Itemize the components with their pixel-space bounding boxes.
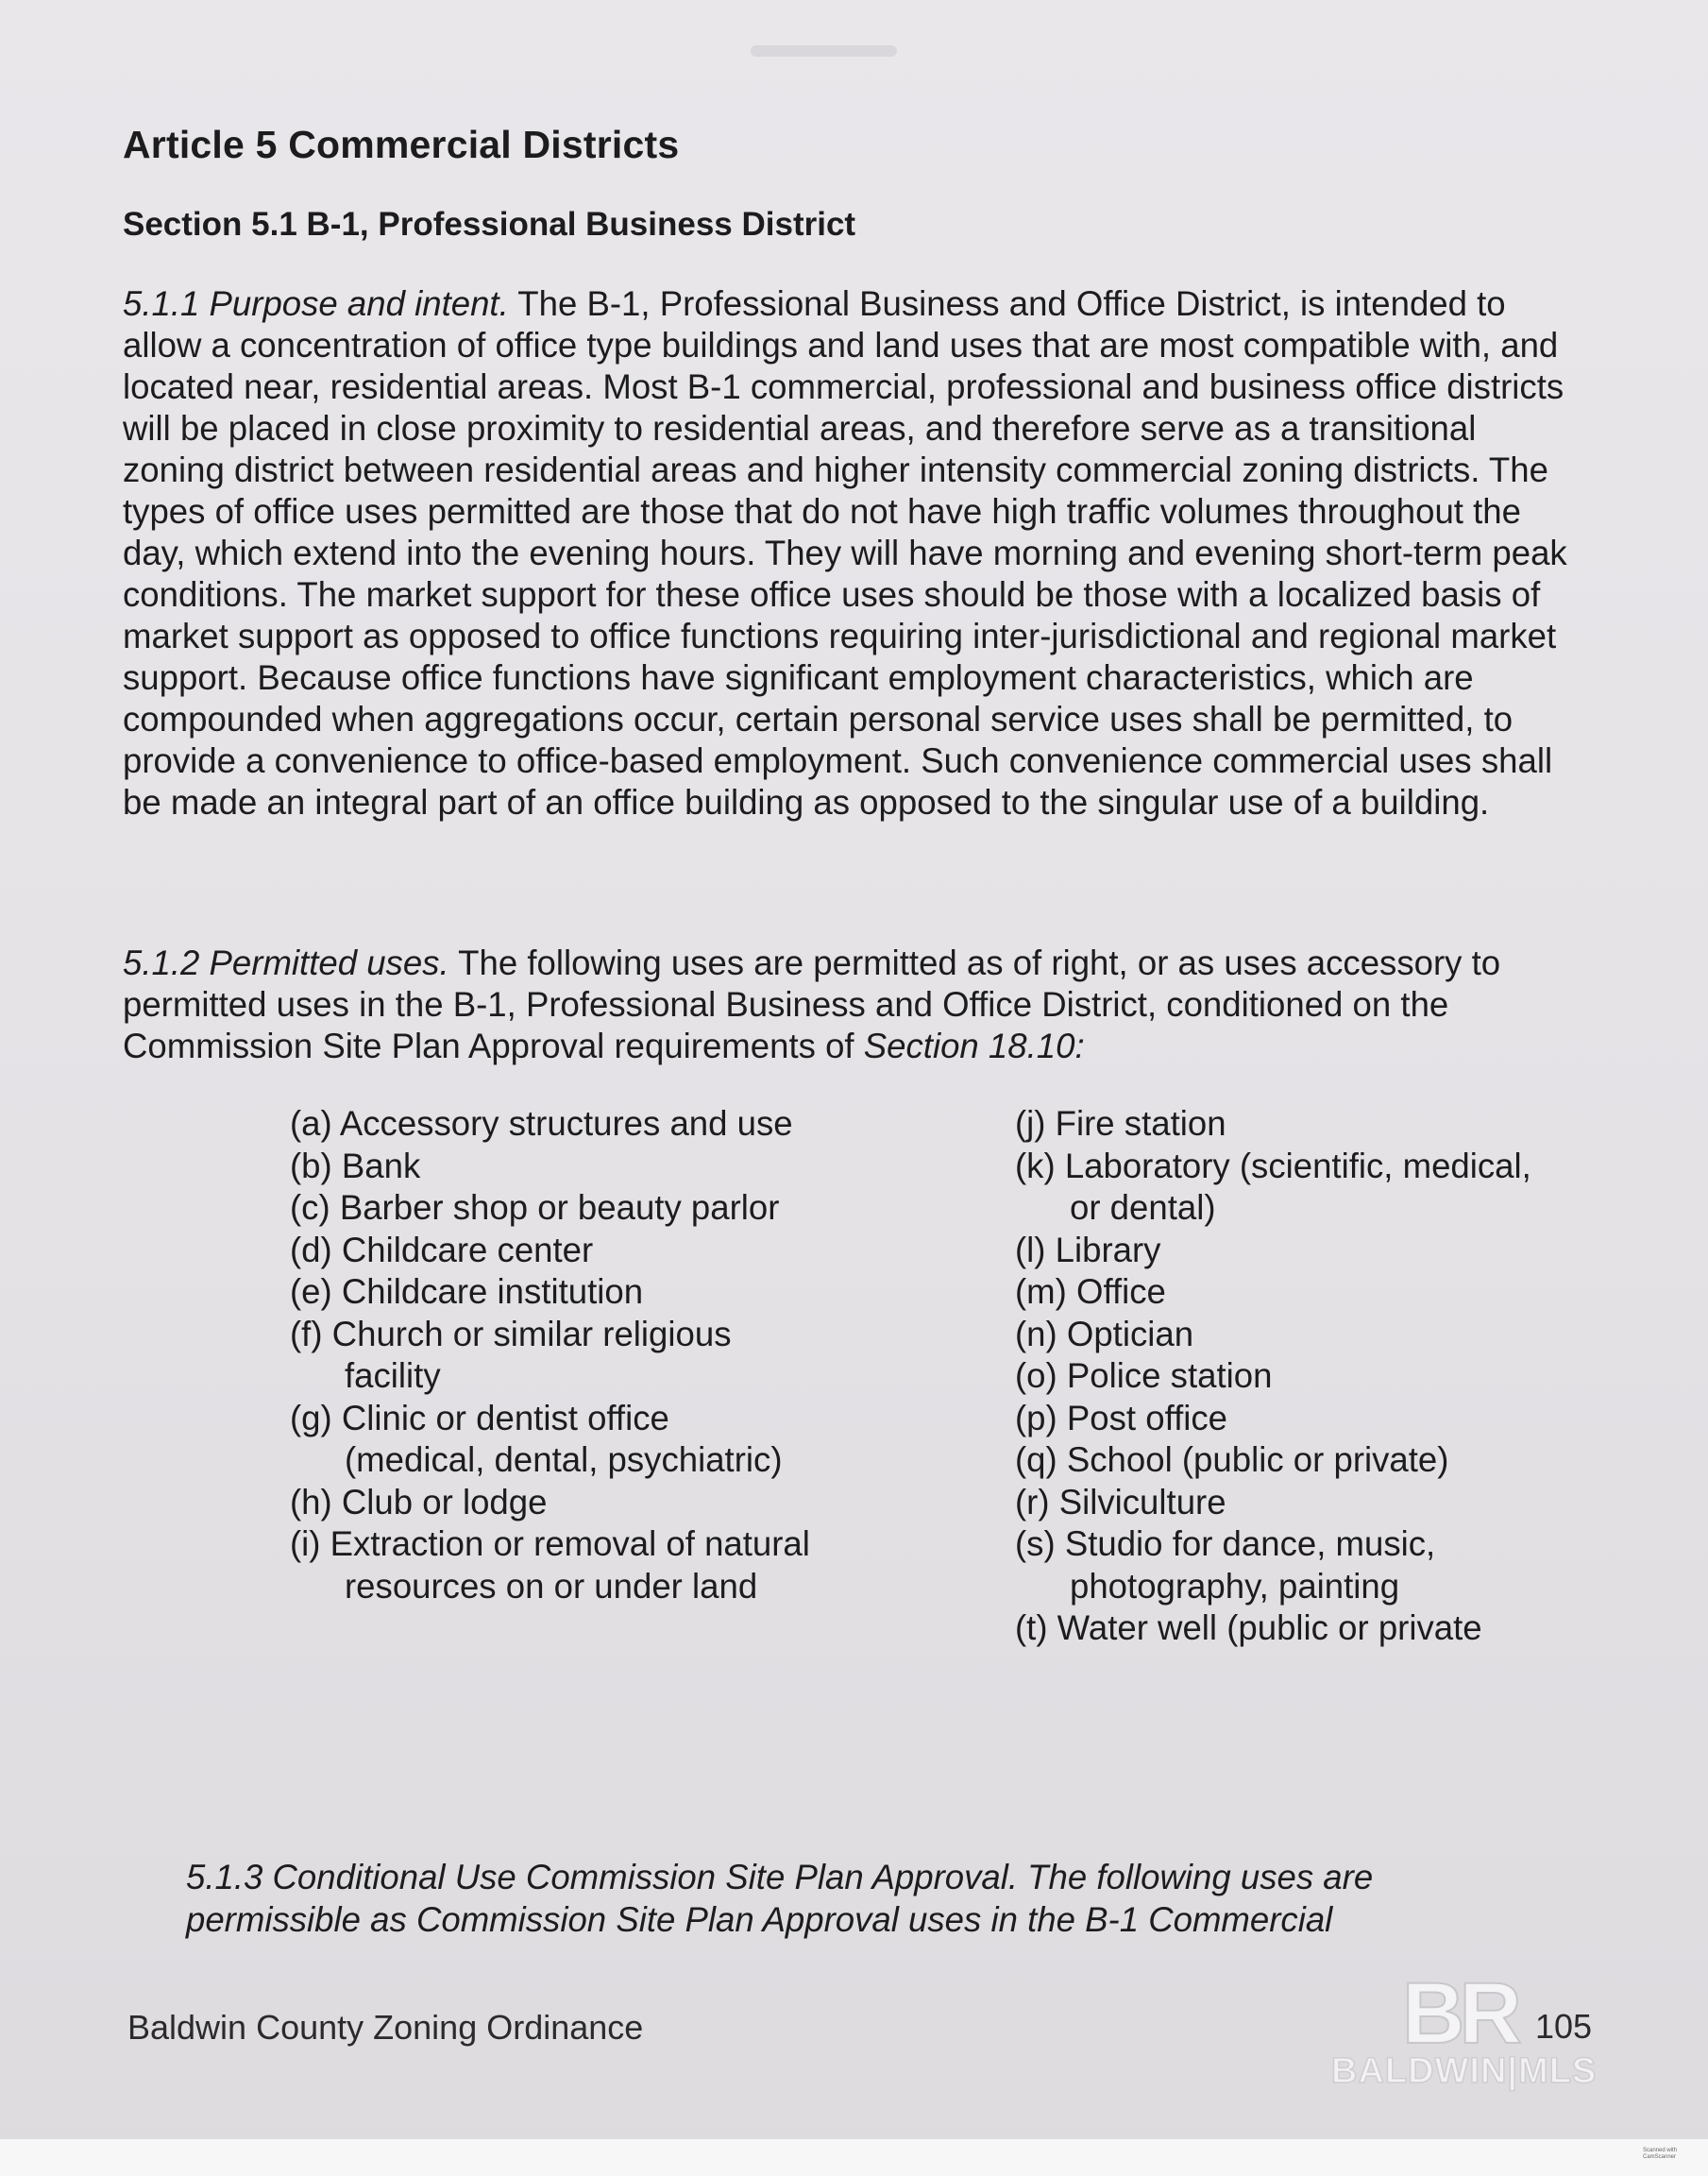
list-item: (i) Extraction or removal of natural resources on or under land — [290, 1524, 810, 1606]
list-item: (r) Silviculture — [1015, 1482, 1226, 1522]
list-item: (a) Accessory structures and use — [290, 1104, 793, 1143]
list-item: (q) School (public or private) — [1015, 1440, 1449, 1479]
scan-bottom-strip — [0, 2139, 1708, 2176]
list-item: (p) Post office — [1015, 1398, 1227, 1437]
list-item: (t) Water well (public or private — [1015, 1608, 1482, 1647]
scan-smudge — [751, 45, 897, 57]
list-item: (k) Laboratory (scientific, medical, or dental) — [1015, 1146, 1531, 1227]
list-item: (f) Church or similar religious facility — [290, 1314, 732, 1395]
paragraph-lead: 5.1.1 Purpose and intent. — [123, 284, 509, 323]
section-heading: Section 5.1 B-1, Professional Business District — [123, 206, 856, 243]
list-item: (g) Clinic or dentist office (medical, dental, psychiatric) — [290, 1398, 783, 1479]
camscanner-line2: CamScanner — [1643, 2154, 1677, 2160]
list-item: (h) Club or lodge — [290, 1482, 548, 1522]
list-item: (b) Bank — [290, 1146, 421, 1185]
paragraph-lead: 5.1.2 Permitted uses. — [123, 944, 449, 982]
camscanner-line1: Scanned with — [1643, 2148, 1678, 2153]
paragraph-body: The B-1, Professional Business and Office District, is intended to allow a concentration of office type buildings and land uses that are most compatible with, and located near, residential areas. Most B-1 commercial, professional and business office districts will be placed in close proximity to residential areas, and therefore serve as a transitional zoning district between residential areas and higher intensity commercial zoning districts. The types of office uses permitted are those that do not have high traffic volumes throughout the day, which extend into the evening hours. They will have morning and evening short-term peak conditions. The market support for these office uses should be those with a localized basis of market support as opposed to office functions requiring inter-jurisdictional and regional market support. Because office functions have significant employment characteristics, which are compounded when aggregations occur, certain personal service uses shall be permitted, to provide a convenience to office-based employment. Such convenience commercial uses shall be made an integral part of an office building as opposed to the singular use of a building. — [123, 284, 1567, 822]
article-heading: Article 5 Commercial Districts — [123, 123, 680, 166]
paragraph-conditional-use: 5.1.3 Conditional Use Commission Site Plan Approval. The following uses are permissible as Commission Site Plan Approval uses in the B-1 Commercial — [186, 1858, 1374, 1939]
list-item: (m) Office — [1015, 1272, 1166, 1311]
permitted-uses-list-right — [1015, 1103, 1544, 1650]
list-item: (n) Optician — [1015, 1314, 1194, 1353]
list-item: (e) Childcare institution — [290, 1272, 644, 1311]
permitted-uses-list-left — [290, 1103, 819, 1607]
page-number: 105 — [1535, 2007, 1593, 2046]
list-item: (d) Childcare center — [290, 1230, 594, 1269]
paragraph-permitted-uses — [123, 943, 1581, 1067]
list-item: (o) Police station — [1015, 1356, 1273, 1395]
list-item: (c) Barber shop or beauty parlor — [290, 1188, 780, 1227]
list-item: (s) Studio for dance, music, photography, painting — [1015, 1524, 1436, 1606]
list-item: (l) Library — [1015, 1230, 1161, 1269]
watermark-brand-text: BALDWIN|MLS — [1331, 2051, 1598, 2091]
footer-title: Baldwin County Zoning Ordinance — [127, 2008, 644, 2047]
camscanner-badge — [1643, 2148, 1700, 2168]
section-reference: Section 18.10: — [863, 1027, 1085, 1065]
list-item: (j) Fire station — [1015, 1104, 1226, 1143]
watermark-logo-letters: BR — [1402, 1969, 1516, 2062]
paragraph-purpose-and-intent — [123, 283, 1581, 824]
paragraph-body: The following uses are permitted as of right, or as uses accessory to permitted uses in the B-1, Professional Business and Office District, conditioned on the Commission Site Plan Approval requirements of — [123, 944, 1501, 1065]
